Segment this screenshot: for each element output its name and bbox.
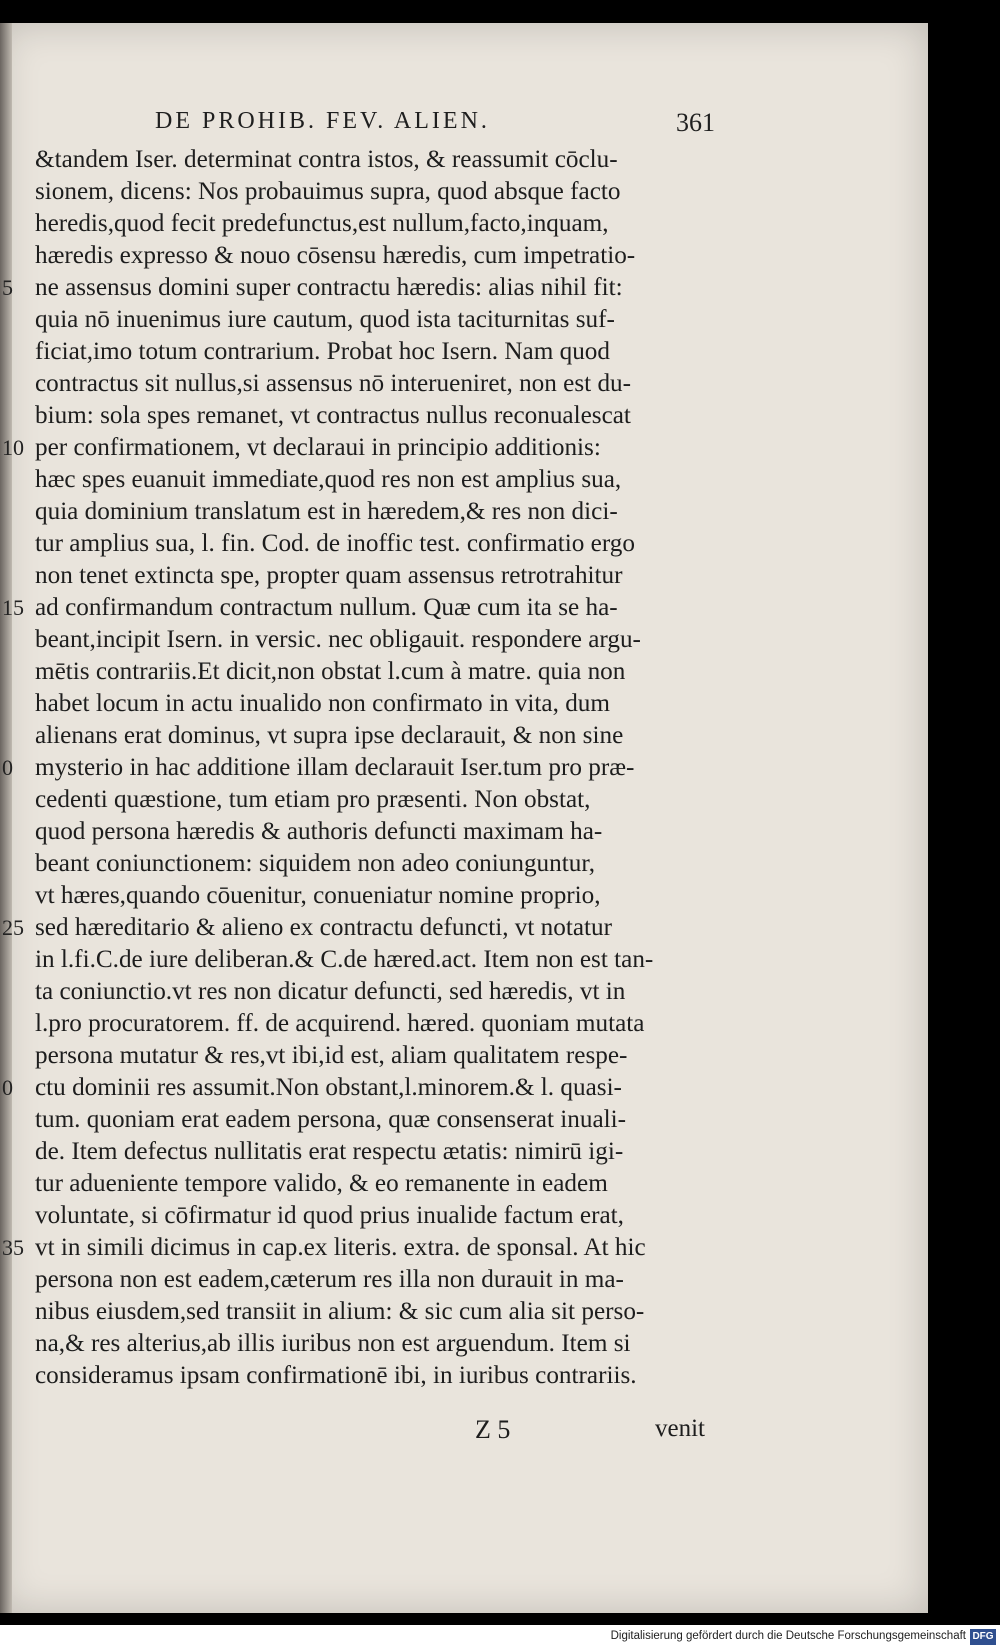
text-line: per confirmationem, vt declaraui in principio additionis: [35,434,601,461]
text-line: consideramus ipsam confirmationē ibi, in iuribus contrariis. [35,1362,637,1389]
catchword: venit [655,1415,705,1442]
line-number: 15 [2,595,24,620]
line-number: 10 [2,435,24,460]
text-line: mētis contrariis.Et dicit,non obstat l.cum à matre. quia non [35,658,626,685]
text-line: cedenti quæstione, tum etiam pro præsenti. Non obstat, [35,786,591,813]
line-number: 5 [2,275,13,300]
text-line: vt hæres,quando cōuenitur, conueniatur nomine proprio, [35,882,601,909]
text-line: non tenet extincta spe, propter quam assensus retrotrahitur [35,562,623,589]
text-line: beant coniunctionem: siquidem non adeo coniunguntur, [35,850,595,877]
text-line: l.pro procuratorem. ff. de acquirend. hæred. quoniam mutata [35,1010,645,1037]
text-line: alienans erat dominus, vt supra ipse declarauit, & non sine [35,722,624,749]
text-line: contractus sit nullus,si assensus nō interueniret, non est du- [35,370,632,397]
text-line: quia nō inuenimus iure cautum, quod ista taciturnitas suf- [35,306,615,333]
text-line: tur adueniente tempore valido, & eo remanente in eadem [35,1170,608,1197]
text-line: habet locum in actu inualido non confirmato in vita, dum [35,690,610,717]
text-line: vt in simili dicimus in cap.ex literis. extra. de sponsal. At hic [35,1234,646,1261]
text-line: mysterio in hac additione illam declarauit Iser.tum pro præ- [35,754,635,781]
text-line: sionem, dicens: Nos probauimus supra, quod absque facto [35,178,621,205]
text-line: ctu dominii res assumit.Non obstant,l.minorem.& l. quasi- [35,1074,622,1101]
line-number: 35 [2,1235,24,1260]
text-line: heredis,quod fecit predefunctus,est nullum,facto,inquam, [35,210,609,237]
running-title: DE PROHIB. FEV. ALIEN. [155,108,490,134]
text-line: ne assensus domini super contractu hæredis: alias nihil fit: [35,274,623,301]
text-line: persona non est eadem,cæterum res illa non durauit in ma- [35,1266,624,1293]
text-line: ficiat,imo totum contrarium. Probat hoc Isern. Nam quod [35,338,610,365]
line-number: 0 [2,1075,13,1100]
page-number: 361 [676,108,715,137]
signature-mark: Z 5 [475,1415,511,1444]
text-line: voluntate, si cōfirmatur id quod prius inualide factum erat, [35,1202,624,1229]
text-line: de. Item defectus nullitatis erat respectu ætatis: nimirū igi- [35,1138,624,1165]
text-line: quia dominium translatum est in hæredem,& res non dici- [35,498,618,525]
text-line: hæredis expresso & nouo cōsensu hæredis, cum impetratio- [35,242,636,269]
text-line: ad confirmandum contractum nullum. Quæ cum ita se ha- [35,594,618,621]
text-line: &tandem Iser. determinat contra istos, & reassumit cōclu- [35,146,618,173]
dfg-logo-icon: DFG [970,1629,996,1645]
page-gutter [0,23,12,1613]
text-line: quod persona hæredis & authoris defuncti maximam ha- [35,818,603,845]
text-line: na,& res alterius,ab illis iuribus non est arguendum. Item si [35,1330,631,1357]
text-line: in l.fi.C.de iure deliberan.& C.de hæred.act. Item non est tan- [35,946,654,973]
text-line: sed hæreditario & alieno ex contractu defuncti, vt notatur [35,914,613,941]
line-number: 0 [2,755,13,780]
text-line: persona mutatur & res,vt ibi,id est, aliam qualitatem respe- [35,1042,628,1069]
text-line: bium: sola spes remanet, vt contractus nullus reconualescat [35,402,631,429]
text-line: ta coniunctio.vt res non dicatur defuncti, sed hæredis, vt in [35,978,626,1005]
footer-bar [0,1625,1000,1651]
line-number: 25 [2,915,24,940]
text-line: tur amplius sua, l. fin. Cod. de inoffic test. confirmatio ergo [35,530,635,557]
text-line: hæc spes euanuit immediate,quod res non est amplius sua, [35,466,622,493]
text-line: nibus eiusdem,sed transiit in alium: & sic cum alia sit perso- [35,1298,645,1325]
text-line: tum. quoniam erat eadem persona, quæ consenserat inuali- [35,1106,627,1133]
running-header [155,108,715,138]
funding-credit: Digitalisierung gefördert durch die Deutsche Forschungsgemeinschaft [610,1630,966,1642]
text-line: beant,incipit Isern. in versic. nec obligauit. respondere argu- [35,626,641,653]
